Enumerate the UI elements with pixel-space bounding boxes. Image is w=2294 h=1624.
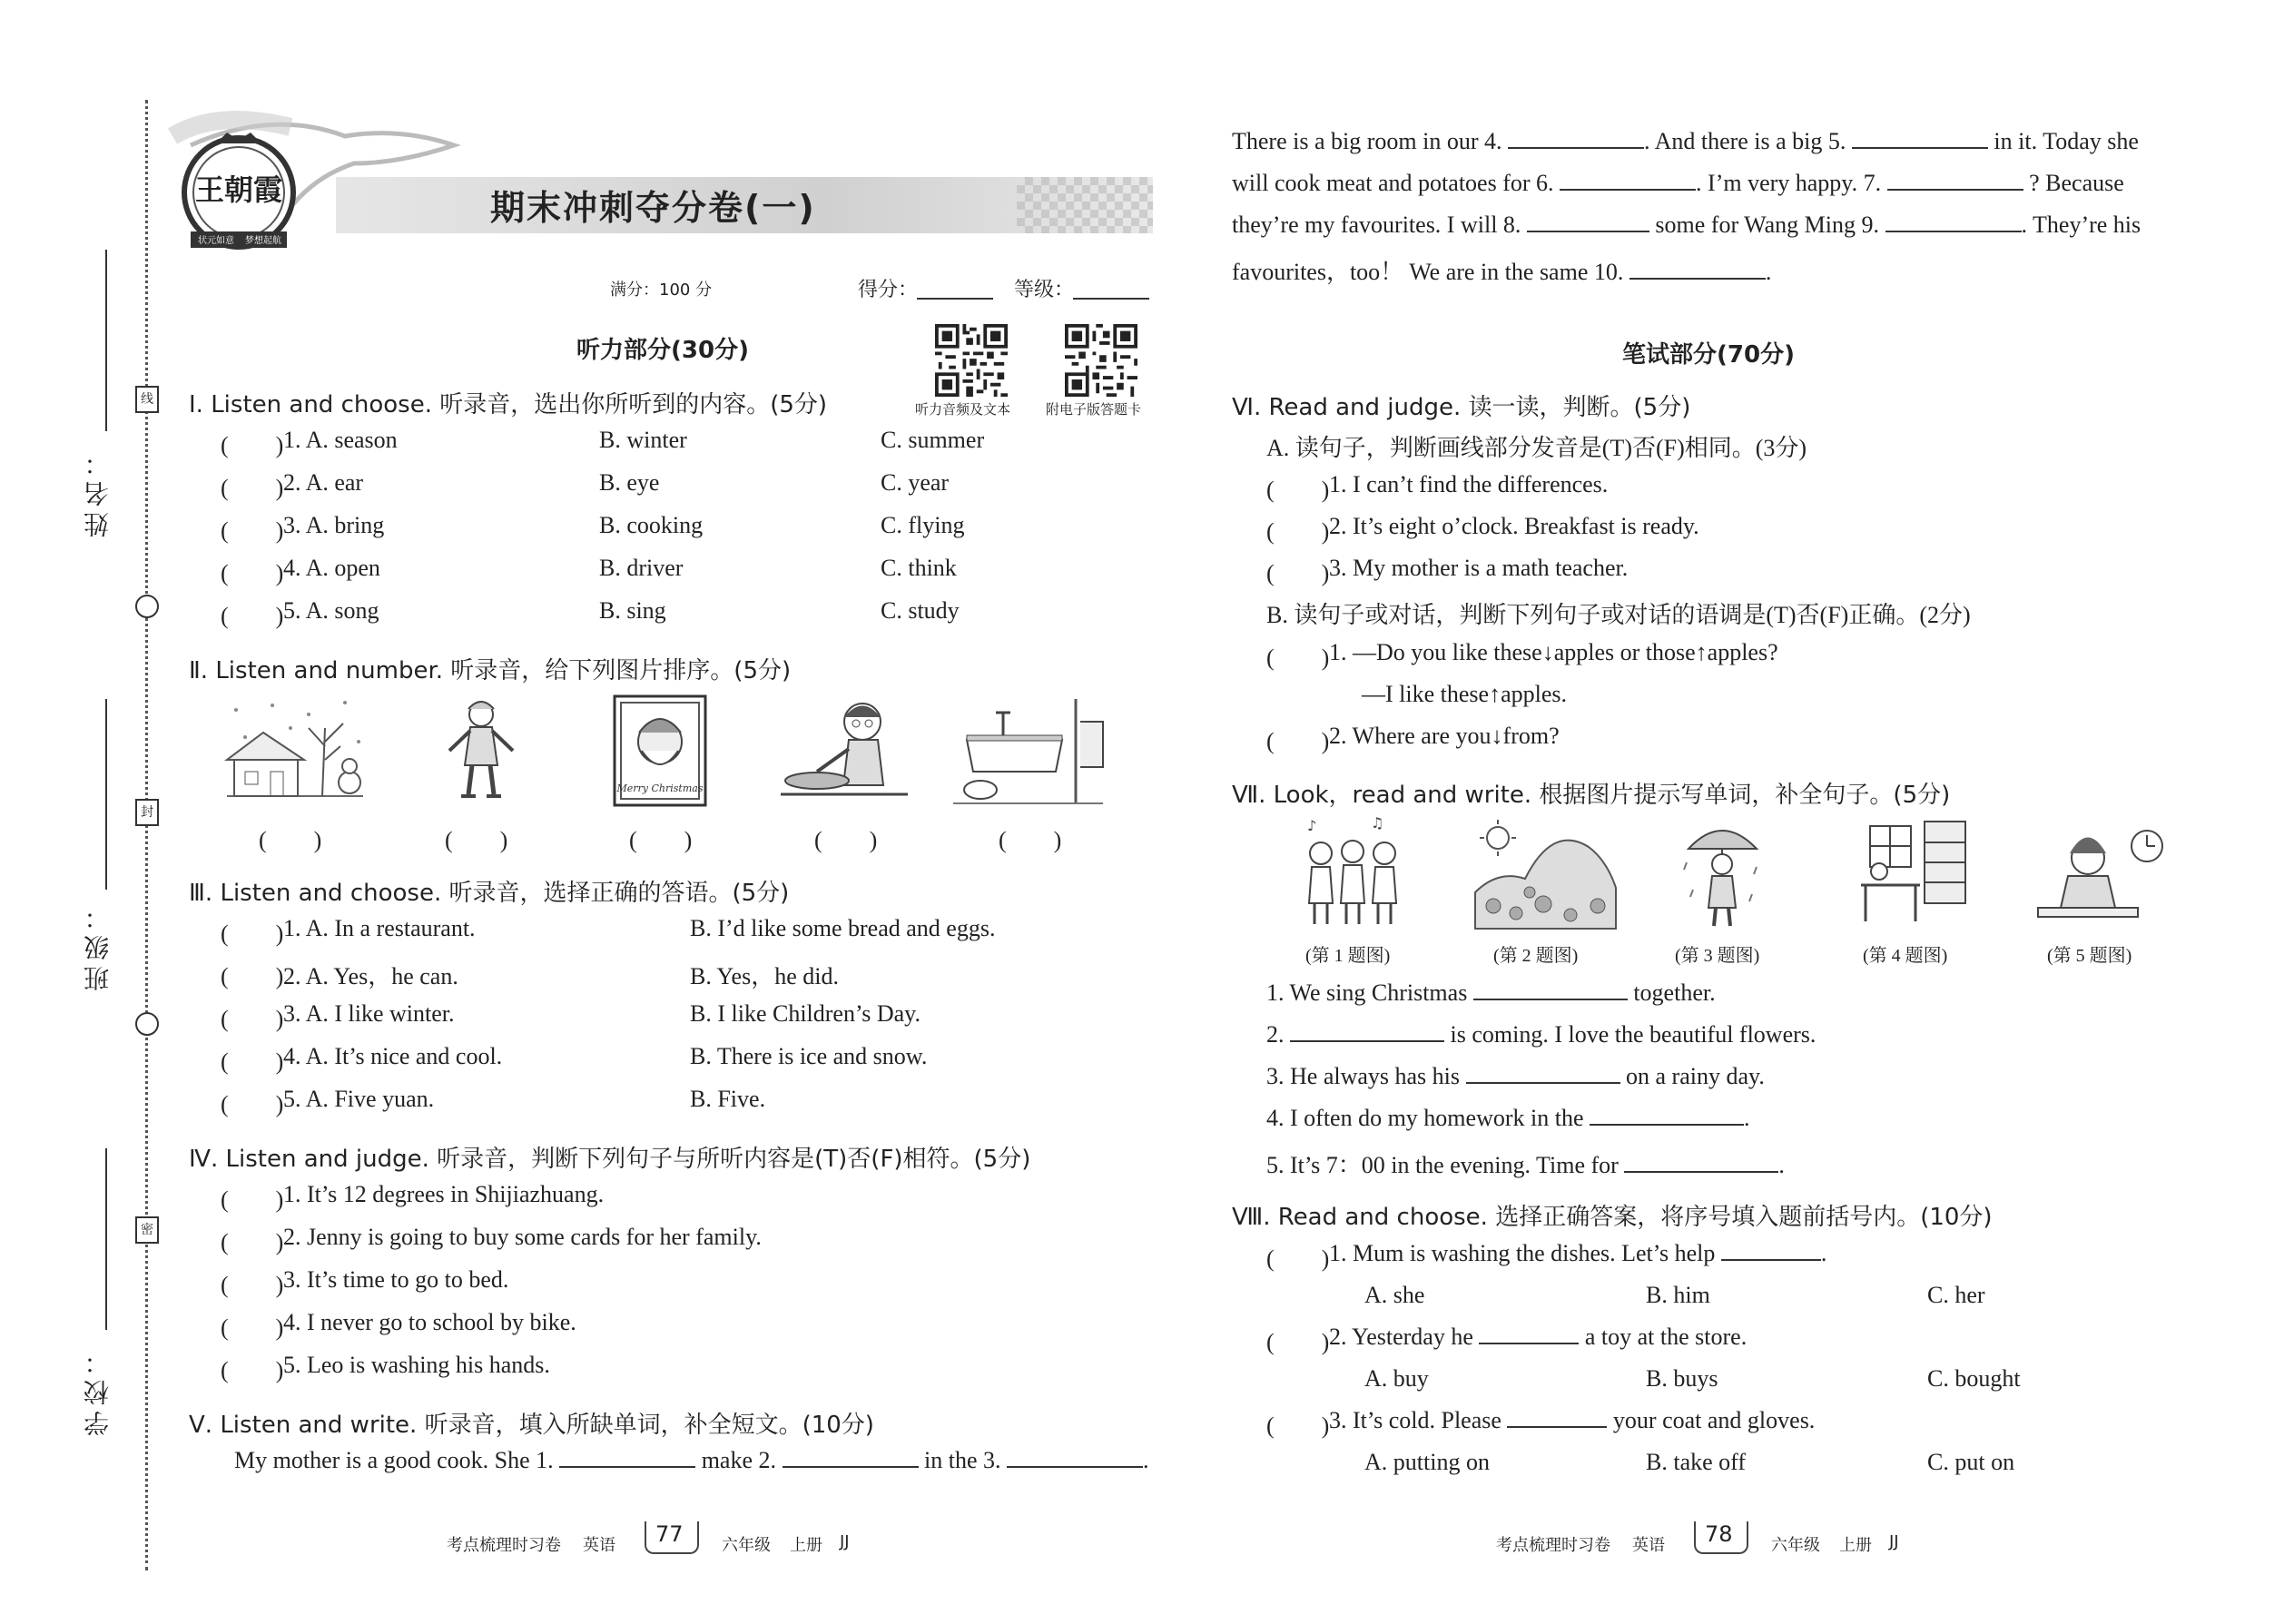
snowy-house-picture (218, 692, 372, 810)
blank-sentence-5[interactable] (1624, 1171, 1778, 1173)
passage-text: favourites，too！ We are in the same 10. (1232, 259, 1624, 285)
mc-question-1 (1329, 1240, 1826, 1267)
passage-text: . And there is a big 5. (1644, 128, 1846, 154)
sentence-text: 4. I often do my homework in the (1266, 1105, 1584, 1131)
passage-text: . I’m very happy. 7. (1696, 170, 1882, 196)
statement: 1. It’s 12 degrees in Shijiazhuang. (283, 1181, 605, 1207)
option-a: A. she (1364, 1282, 1425, 1308)
seal-char-feng: 封 (135, 799, 159, 826)
blank-mc-3[interactable] (1507, 1426, 1607, 1428)
answer-bracket[interactable]: ( ) (221, 920, 284, 947)
sentence-text: together. (1633, 979, 1716, 1006)
qr-code-audio[interactable] (935, 324, 1008, 397)
winter-child-picture (436, 694, 527, 808)
binding-hole (135, 1012, 159, 1036)
sentence-5 (1266, 1147, 1785, 1180)
blank-sentence-1[interactable] (1473, 999, 1628, 1000)
passage-text: some for Wang Ming 9. (1655, 212, 1879, 238)
svg-text:状元如意: 状元如意 (198, 236, 234, 246)
option-a: 5. A. song (283, 597, 379, 624)
option-b: B. buys (1646, 1365, 1718, 1392)
blank-mc-2[interactable] (1479, 1343, 1579, 1344)
sentence-text: . (1744, 1105, 1750, 1131)
option-c: C. her (1927, 1282, 1985, 1308)
footer-volume: 上册 (790, 1536, 822, 1555)
blank-8[interactable] (1527, 231, 1649, 232)
question-text: 1. Mum is washing the dishes. Let’s help (1329, 1240, 1716, 1266)
grade-label: 等级： (1014, 279, 1075, 301)
sentence-text: is coming. I love the beautiful flowers. (1450, 1021, 1816, 1048)
sentence-text: 5. It’s 7：00 in the evening. Time for (1266, 1152, 1619, 1178)
section-2-title: Ⅱ. Listen and number. 听录音，给下列图片排序。(5分) (189, 657, 792, 684)
section-4-title: Ⅳ. Listen and judge. 听录音，判断下列句子与所听内容是(T)否(F)相符。(5分) (189, 1146, 1031, 1173)
answer-bracket[interactable]: ( ) (221, 517, 284, 544)
option-a: 2. A. Yes，he can. (283, 963, 458, 989)
picture-number-bracket[interactable]: ( ) (814, 827, 878, 853)
statement: 2. Jenny is going to buy some cards for her family. (283, 1224, 762, 1250)
spring-scene-picture (1471, 815, 1620, 931)
blank-2[interactable] (783, 1466, 919, 1468)
option-a: 4. A. It’s nice and cool. (283, 1043, 503, 1069)
option-a: 2. A. ear (283, 469, 364, 496)
question-text: your coat and gloves. (1612, 1407, 1816, 1433)
boy-cooking-picture (776, 694, 912, 808)
option-b: B. take off (1646, 1449, 1746, 1475)
option-c: C. flying (881, 512, 965, 538)
passage-text: in it. Today she (1994, 128, 2139, 154)
rising-arrow-icon: ↑ (1489, 681, 1501, 707)
rising-arrow-icon: ↑ (1695, 639, 1708, 665)
option-b: B. Yes，he did. (690, 963, 839, 989)
section-7-title: Ⅶ. Look，read and write. 根据图片提示写单词，补全句子。(5分) (1232, 782, 1951, 809)
christmas-card-picture (610, 692, 710, 810)
blank-1[interactable] (559, 1466, 695, 1468)
answer-bracket[interactable]: ( ) (221, 560, 284, 586)
svg-text:王朝霞: 王朝霞 (194, 172, 283, 207)
blank-5[interactable] (1852, 147, 1988, 149)
seal-char-xian: 线 (135, 386, 159, 413)
mc-question-2 (1329, 1324, 1747, 1351)
footer-edition: JJ (1889, 1532, 1899, 1551)
dialogue-text: 1. —Do you like these (1329, 639, 1542, 665)
answer-bracket[interactable]: ( ) (221, 1229, 284, 1255)
footer-subject: 英语 (583, 1536, 615, 1555)
sentence-text: on a rainy day. (1626, 1063, 1765, 1089)
blank-9[interactable] (1885, 231, 2022, 232)
section-6-part-a: A. 读句子，判断画线部分发音是(T)否(F)相同。(3分) (1266, 435, 1807, 461)
picture-number-bracket[interactable]: ( ) (445, 827, 508, 853)
option-b: B. driver (599, 555, 684, 581)
answer-bracket[interactable]: ( ) (221, 1272, 284, 1298)
answer-bracket[interactable]: ( ) (221, 475, 284, 501)
passage-line-1 (234, 1447, 1149, 1474)
blank-3[interactable] (1007, 1466, 1143, 1468)
picture-number-bracket[interactable]: ( ) (999, 827, 1062, 853)
option-a: 1. A. In a restaurant. (283, 915, 476, 941)
falling-arrow-icon: ↓ (1491, 723, 1503, 749)
option-a: 5. A. Five yuan. (283, 1086, 435, 1112)
dialogue-line (1329, 723, 1560, 750)
section-5-title: Ⅴ. Listen and write. 听录音，填入所缺单词，补全短文。(10分) (189, 1412, 874, 1439)
option-c: C. year (881, 469, 950, 496)
option-b: B. him (1646, 1282, 1710, 1308)
option-c: C. bought (1927, 1365, 2021, 1392)
passage-line-3 (1232, 170, 2124, 197)
statement: 1. I can’t find the differences. (1329, 471, 1609, 497)
bathroom-picture (949, 694, 1108, 808)
picture-caption: (第 5 题图) (2047, 946, 2132, 966)
sentence-text: 1. We sing Christmas (1266, 979, 1468, 1006)
option-a: 4. A. open (283, 555, 380, 581)
answer-bracket[interactable]: ( ) (221, 432, 284, 458)
question-text: 2. Yesterday he (1329, 1324, 1473, 1350)
answer-bracket[interactable]: ( ) (1266, 1412, 1330, 1439)
full-score-label: 满分：100 分 (610, 281, 713, 300)
footer-subject: 英语 (1632, 1536, 1665, 1555)
picture-caption: (第 1 题图) (1305, 946, 1391, 966)
answer-bracket[interactable]: ( ) (221, 963, 284, 989)
answer-bracket[interactable]: ( ) (1266, 518, 1330, 545)
blank-10[interactable] (1629, 278, 1766, 280)
dialogue-text: apples. (1501, 681, 1567, 707)
blank-4[interactable] (1508, 147, 1644, 149)
answer-bracket[interactable]: ( ) (221, 1314, 284, 1341)
picture-number-bracket[interactable]: ( ) (259, 827, 322, 853)
passage-line-2 (1232, 128, 2139, 155)
sentence-2 (1266, 1021, 1816, 1048)
svg-text:♫: ♫ (1371, 817, 1384, 832)
qr-code-answer-card[interactable] (1065, 324, 1137, 397)
section-3-title: Ⅲ. Listen and choose. 听录音，选择正确的答语。(5分) (189, 880, 790, 907)
school-write-line (105, 1148, 107, 1330)
sentence-1 (1266, 979, 1716, 1007)
option-b: B. I like Children’s Day. (690, 1000, 921, 1027)
statement: 3. My mother is a math teacher. (1329, 555, 1629, 581)
option-a: 3. A. bring (283, 512, 385, 538)
option-a: 1. A. season (283, 427, 398, 453)
passage-text: ? Because (2029, 170, 2124, 196)
footer-book-title: 考点梳理时习卷 (447, 1536, 561, 1555)
footer-volume: 上册 (1839, 1536, 1872, 1555)
score-field[interactable] (917, 298, 993, 300)
question-text: 3. It’s cold. Please (1329, 1407, 1501, 1433)
blank-7[interactable] (1887, 189, 2023, 191)
answer-bracket[interactable]: ( ) (221, 1048, 284, 1075)
blank-sentence-4[interactable] (1590, 1124, 1744, 1126)
dialogue-text: —I like these (1362, 681, 1490, 707)
footer-book-title: 考点梳理时习卷 (1496, 1536, 1610, 1555)
passage-text: . They’re his (2021, 212, 2141, 238)
dialogue-line (1329, 639, 1778, 666)
page-number-78: 78 (1705, 1521, 1733, 1547)
statement: 2. It’s eight o’clock. Breakfast is ready. (1329, 513, 1699, 539)
exam-title: 期末冲刺夺分卷(一) (490, 188, 816, 228)
title-banner-pattern (1017, 177, 1153, 233)
blank-sentence-2[interactable] (1290, 1040, 1444, 1042)
option-b: B. There is ice and snow. (690, 1043, 928, 1069)
option-b: B. I’d like some bread and eggs. (690, 915, 996, 941)
picture-caption: (第 2 题图) (1493, 946, 1579, 966)
answer-bracket[interactable]: ( ) (221, 1091, 284, 1117)
section-6-part-b: B. 读句子或对话，判断下列句子或对话的语调是(T)否(F)正确。(2分) (1266, 602, 1971, 628)
answer-bracket[interactable]: ( ) (1266, 477, 1330, 503)
binding-dotted-line (145, 100, 148, 1570)
sentence-3 (1266, 1063, 1765, 1090)
answer-bracket[interactable]: ( ) (1266, 728, 1330, 754)
study-room-picture (1852, 817, 1970, 930)
dialogue-text: apples or those (1553, 639, 1696, 665)
name-label: 姓名： (83, 445, 113, 537)
footer-grade: 六年级 (1771, 1536, 1820, 1555)
question-text: . (1820, 1240, 1827, 1266)
sentence-text: . (1778, 1152, 1785, 1178)
binding-hole (135, 595, 159, 618)
sentence-4 (1266, 1105, 1750, 1132)
blank-sentence-3[interactable] (1466, 1082, 1620, 1084)
section-1-title: Ⅰ. Listen and choose. 听录音，选出你所听到的内容。(5分) (189, 391, 828, 418)
option-b: B. sing (599, 597, 666, 624)
class-write-line (105, 699, 107, 890)
passage-text: in the 3. (924, 1447, 1001, 1473)
option-a: 3. A. I like winter. (283, 1000, 455, 1027)
picture-number-bracket[interactable]: ( ) (629, 827, 693, 853)
answer-bracket[interactable]: ( ) (1266, 560, 1330, 586)
merry-christmas-text: Merry Christmas (616, 782, 704, 794)
falling-arrow-icon: ↓ (1541, 639, 1554, 665)
listening-heading: 听力部分(30分) (576, 337, 749, 364)
option-b: B. Five. (690, 1086, 766, 1112)
footer-edition: JJ (840, 1532, 850, 1551)
option-a: A. buy (1364, 1365, 1429, 1392)
passage-text: My mother is a good cook. She 1. (234, 1447, 554, 1473)
page-number-77: 77 (655, 1521, 684, 1547)
grade-field[interactable] (1073, 298, 1149, 300)
blank-6[interactable] (1560, 189, 1696, 191)
passage-line-5 (1232, 253, 1771, 287)
picture-caption: (第 3 题图) (1675, 946, 1760, 966)
wangzhaoxia-logo-badge (180, 127, 298, 259)
passage-text: make 2. (701, 1447, 776, 1473)
dialogue-text: from? (1502, 723, 1560, 749)
option-c: C. summer (881, 427, 985, 453)
statement: 4. I never go to school by bike. (283, 1309, 576, 1335)
passage-text: There is a big room in our 4. (1232, 128, 1502, 154)
answer-bracket[interactable]: ( ) (1266, 645, 1330, 671)
passage-text: . (1765, 259, 1772, 285)
passage-text: they’re my favourites. I will 8. (1232, 212, 1521, 238)
seal-char-mi: 密 (135, 1216, 159, 1244)
section-8-title: Ⅷ. Read and choose. 选择正确答案，将序号填入题前括号内。(10分) (1232, 1204, 1993, 1231)
girl-at-clock-picture (2033, 817, 2165, 930)
statement: 3. It’s time to go to bed. (283, 1266, 509, 1293)
option-c: C. study (881, 597, 960, 624)
svg-text:♪: ♪ (1307, 817, 1317, 834)
answer-bracket[interactable]: ( ) (221, 1357, 284, 1383)
class-label: 班级： (83, 899, 113, 991)
option-b: B. eye (599, 469, 660, 496)
option-b: B. cooking (599, 512, 704, 538)
answer-bracket[interactable]: ( ) (1266, 1329, 1330, 1355)
section-6-title: Ⅵ. Read and judge. 读一读，判断。(5分) (1232, 394, 1691, 421)
dialogue-text: 2. Where are you (1329, 723, 1492, 749)
option-c: C. put on (1927, 1449, 2015, 1475)
answer-bracket[interactable]: ( ) (221, 1006, 284, 1032)
footer-grade: 六年级 (722, 1536, 771, 1555)
writing-heading: 笔试部分(70分) (1622, 341, 1795, 369)
sentence-text: 2. (1266, 1021, 1285, 1048)
passage-text: . (1143, 1447, 1149, 1473)
mc-question-3 (1329, 1407, 1815, 1434)
school-label: 学校： (83, 1343, 113, 1436)
boy-with-umbrella-picture (1679, 817, 1766, 930)
option-c: C. think (881, 555, 957, 581)
passage-text: will cook meat and potatoes for 6. (1232, 170, 1554, 196)
answer-bracket[interactable]: ( ) (221, 603, 284, 629)
dialogue-reply (1362, 681, 1567, 708)
answer-bracket[interactable]: ( ) (221, 1186, 284, 1213)
answer-bracket[interactable]: ( ) (1266, 1245, 1330, 1272)
option-b: B. winter (599, 427, 687, 453)
picture-caption: (第 4 题图) (1863, 946, 1948, 966)
option-a: A. putting on (1364, 1449, 1490, 1475)
dialogue-text: apples? (1707, 639, 1778, 665)
blank-mc-1[interactable] (1721, 1259, 1821, 1261)
svg-text:梦想起航: 梦想起航 (245, 236, 281, 246)
passage-line-4 (1232, 212, 2141, 239)
sentence-text: 3. He always has his (1266, 1063, 1461, 1089)
question-text: a toy at the store. (1584, 1324, 1748, 1350)
name-write-line (105, 250, 107, 431)
statement: 5. Leo is washing his hands. (283, 1352, 550, 1378)
qr-caption-answer-card: 附电子版答题卡 (1046, 401, 1142, 418)
qr-caption-audio: 听力音频及文本 (915, 401, 1011, 418)
children-singing-picture (1298, 817, 1407, 930)
score-label: 得分： (858, 279, 919, 301)
